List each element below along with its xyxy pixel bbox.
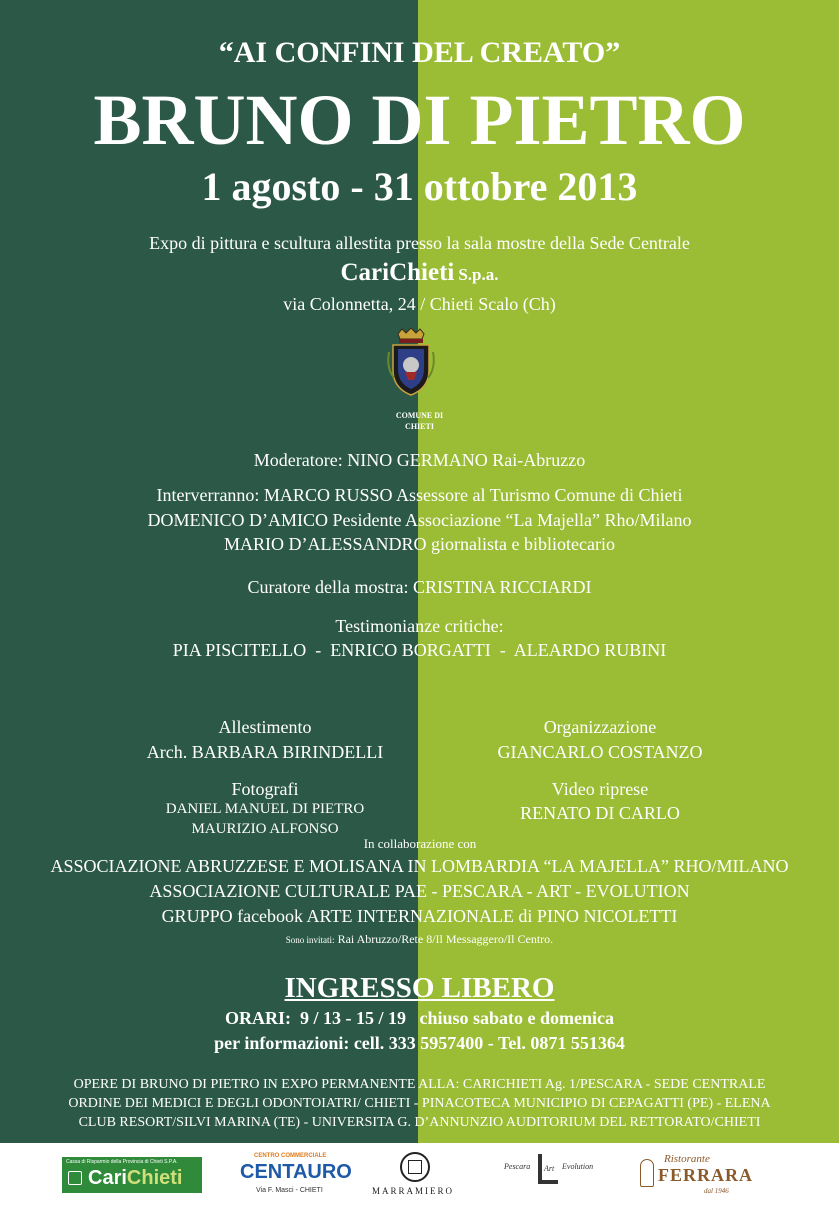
venue-description: Expo di pittura e scultura allestita presso la sala mostre della Sede Centrale bbox=[149, 233, 690, 253]
collaboration-line-1: ASSOCIAZIONE ABRUZZESE E MOLISANA IN LOMBARDIA “LA MAJELLA” RHO/MILANO bbox=[50, 856, 789, 876]
pae-art-evolution-logo bbox=[504, 1152, 594, 1202]
invited-label: Sono invitati: bbox=[285, 935, 335, 945]
photographer-1: DANIEL MANUEL DI PIETRO bbox=[165, 801, 365, 817]
exhibition-title: “AI CONFINI DEL CREATO” bbox=[218, 36, 621, 69]
carichieti-wordmark-a: Cari bbox=[88, 1167, 127, 1189]
permanent-line-3: CLUB RESORT/SILVI MARINA (TE) - UNIVERSITA G. D’ANNUNZIO AUDITORIUM DEL RETTORATO/CHIETI bbox=[78, 1115, 761, 1130]
photographers-label: Fotografi bbox=[231, 779, 299, 799]
centauro-address: Via F. Masci - CHIETI bbox=[256, 1187, 323, 1194]
exhibition-dates: 1 agosto - 31 ottobre 2013 bbox=[201, 164, 638, 209]
crest-caption-line1: COMUNE DI bbox=[395, 411, 444, 420]
speakers-line-1: Interverranno: MARCO RUSSO Assessore al Turismo Comune di Chieti bbox=[156, 485, 683, 505]
organization-name: GIANCARLO COSTANZO bbox=[497, 742, 703, 762]
carichieti-wordmark-b: Chieti bbox=[126, 1167, 183, 1189]
marramiero-logo bbox=[368, 1152, 464, 1202]
centauro-name: CENTAURO bbox=[240, 1161, 352, 1183]
carichieti-emblem-icon bbox=[68, 1171, 82, 1185]
ristorante-ferrara-logo bbox=[638, 1153, 753, 1203]
artist-name: BRUNO DI PIETRO bbox=[93, 80, 746, 160]
collaboration-line-2: ASSOCIAZIONE CULTURALE PAE - PESCARA - ART - EVOLUTION bbox=[149, 881, 690, 901]
pae-right-text: Evolution bbox=[562, 1162, 594, 1171]
testimony-heading: Testimonianze critiche: bbox=[335, 616, 504, 636]
speakers-line-2: DOMENICO D’AMICO Pesidente Associazione “La Majella” Rho/Milano bbox=[147, 510, 692, 530]
carichieti-wordmark bbox=[88, 1167, 182, 1190]
ferrara-top-text: Ristorante bbox=[664, 1153, 710, 1165]
ferrara-emblem-icon bbox=[640, 1159, 654, 1187]
crest-caption-line2: CHIETI bbox=[405, 422, 434, 431]
setup-label: Allestimento bbox=[218, 717, 312, 737]
pae-left-text: Pescara bbox=[504, 1162, 531, 1171]
invited-guests bbox=[0, 932, 839, 947]
centauro-top-text: CENTRO COMMERCIALE bbox=[254, 1153, 327, 1159]
setup-name: Arch. BARBARA BIRINDELLI bbox=[146, 742, 384, 762]
carichieti-small-text: Cassa di Risparmio della Provincia di Chieti S.P.A. bbox=[66, 1159, 178, 1165]
moderator: Moderatore: NINO GERMANO Rai-Abruzzo bbox=[253, 450, 586, 470]
video-label: Video riprese bbox=[551, 779, 649, 799]
free-entry: INGRESSO LIBERO bbox=[284, 972, 555, 1004]
invited-text: Rai Abruzzo/Rete 8/Il Messaggero/Il Centro. bbox=[337, 932, 554, 946]
testimony-names: PIA PISCITELLO - ENRICO BORGATTI - ALEARDO RUBINI bbox=[172, 640, 667, 660]
permanent-line-1: OPERE DI BRUNO DI PIETRO IN EXPO PERMANENTE ALLA: CARICHIETI Ag. 1/PESCARA - SEDE CENTRALE bbox=[73, 1077, 766, 1092]
venue-address: via Colonnetta, 24 / Chieti Scalo (Ch) bbox=[283, 294, 556, 314]
venue-name-suffix: S.p.a. bbox=[458, 265, 499, 284]
permanent-line-2: ORDINE DEI MEDICI E DEGLI ODONTOIATRI/ CHIETI - PINACOTECA MUNICIPIO DI CEPAGATTI (PE) - ELENA bbox=[68, 1096, 771, 1111]
venue-name bbox=[0, 259, 839, 287]
photographer-2: MAURIZIO ALFONSO bbox=[191, 821, 339, 837]
curator: Curatore della mostra: CRISTINA RICCIARDI bbox=[247, 577, 592, 597]
venue-name-main: CariChieti bbox=[340, 259, 455, 286]
contact-info: per informazioni: cell. 333 5957400 - Tel. 0871 551364 bbox=[214, 1033, 625, 1053]
comune-di-chieti-crest-icon bbox=[386, 328, 436, 398]
collaboration-line-3: GRUPPO facebook ARTE INTERNAZIONALE di PINO NICOLETTI bbox=[161, 906, 678, 926]
marramiero-inner-icon bbox=[408, 1160, 422, 1174]
ferrara-name: FERRARA bbox=[658, 1165, 753, 1185]
video-name: RENATO DI CARLO bbox=[520, 803, 680, 823]
centauro-logo bbox=[238, 1152, 352, 1202]
speakers-line-3: MARIO D’ALESSANDRO giornalista e bibliotecario bbox=[224, 534, 615, 554]
opening-hours: ORARI: 9 / 13 - 15 / 19 chiuso sabato e domenica bbox=[224, 1008, 614, 1028]
marramiero-name: MARRAMIERO bbox=[372, 1186, 455, 1196]
pae-mid-text: Art bbox=[544, 1164, 555, 1173]
collaboration-heading: In collaborazione con bbox=[363, 836, 477, 851]
ferrara-since: dal 1946 bbox=[704, 1187, 729, 1195]
carichieti-logo bbox=[62, 1157, 202, 1193]
organization-label: Organizzazione bbox=[543, 717, 657, 737]
